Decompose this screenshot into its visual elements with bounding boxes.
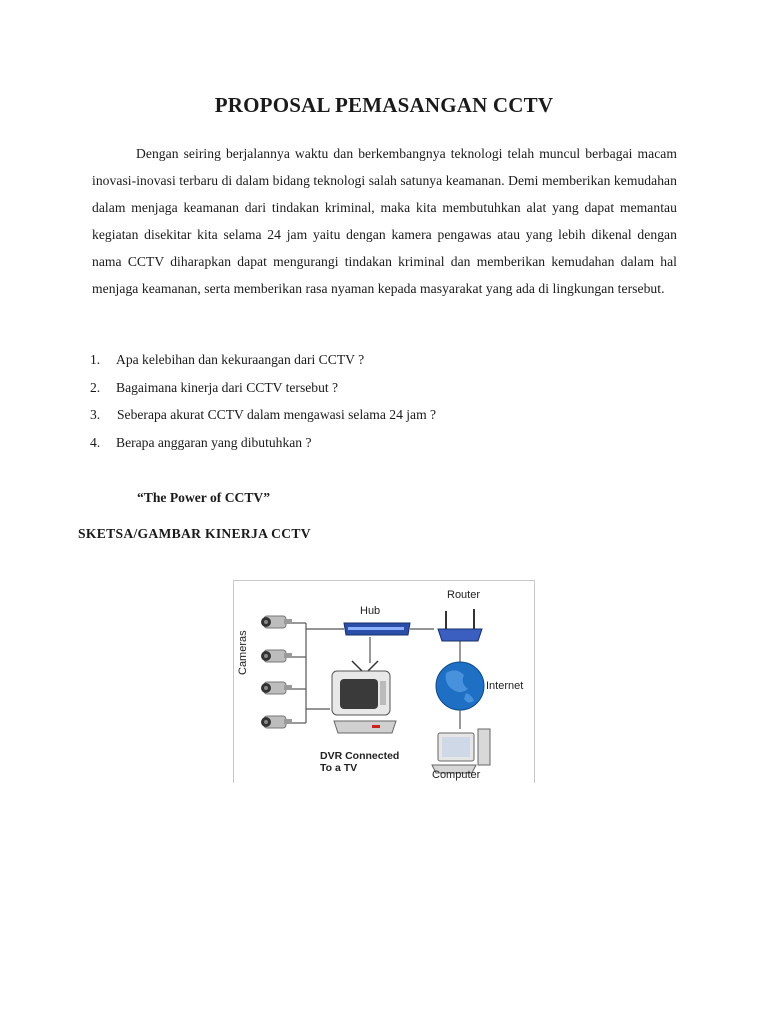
cctv-diagram [233,580,535,783]
tv-icon [332,661,390,715]
list-item-text: Bagaimana kinerja dari CCTV tersebut ? [116,379,339,395]
router-icon [438,609,482,641]
list-item-text: Berapa anggaran yang dibutuhkan ? [116,434,312,450]
hub-icon [344,623,410,635]
list-item-number: 3. [90,407,101,422]
computer-label: Computer [432,769,481,781]
list-item-number: 1. [90,352,101,367]
globe-icon [436,662,484,710]
camera-icon [261,650,292,662]
list-item [90,346,436,374]
camera-icon [261,682,292,694]
dvr-label-line1: DVR Connected [320,750,400,762]
router-label: Router [447,589,481,601]
computer-icon [432,729,490,773]
question-list [90,346,436,456]
list-item-text: Seberapa akurat CCTV dalam mengawasi selama 24 jam ? [117,407,437,422]
power-heading: “The Power of CCTV” [137,490,271,505]
dvr-icon [334,721,396,733]
list-item [90,401,436,429]
dvr-label-line2: To a TV [320,762,358,774]
camera-icon [261,616,292,628]
list-item-number: 4. [90,434,101,450]
sketch-heading: SKETSA/GAMBAR KINERJA CCTV [78,526,311,541]
list-item-number: 2. [90,379,101,395]
cameras-label: Cameras [237,630,249,675]
hub-label: Hub [360,605,381,617]
list-item [90,429,436,457]
list-item-text: Apa kelebihan dan kekuraangan dari CCTV ? [116,352,365,367]
intro-paragraph: Dengan seiring berjalannya waktu dan berkembangnya teknologi telah muncul berbagai macam inovasi-inovasi terbaru di dalam bidang teknologi salah satunya keamanan. Demi memberikan kemudahan dalam menjaga keamanan dari tindakan kriminal, maka kita membutuhkan alat yang dapat memantau kegiatan disekitar kita selama 24 jam yaitu dengan kamera pengawas atau yang lebih dikenal dengan nama CCTV diharapkan dapat mengurangi tindakan kriminal dan memberikan kemudahan dalam hal menjaga keamanan, serta memberikan rasa nyaman kepada masyarakat yang ada di lingkungan tersebut. [92,146,677,296]
list-item [90,374,436,402]
document-title: PROPOSAL PEMASANGAN CCTV [214,93,554,117]
dvr-label [320,750,410,774]
internet-label: Internet [486,680,524,692]
camera-icon [261,716,292,728]
